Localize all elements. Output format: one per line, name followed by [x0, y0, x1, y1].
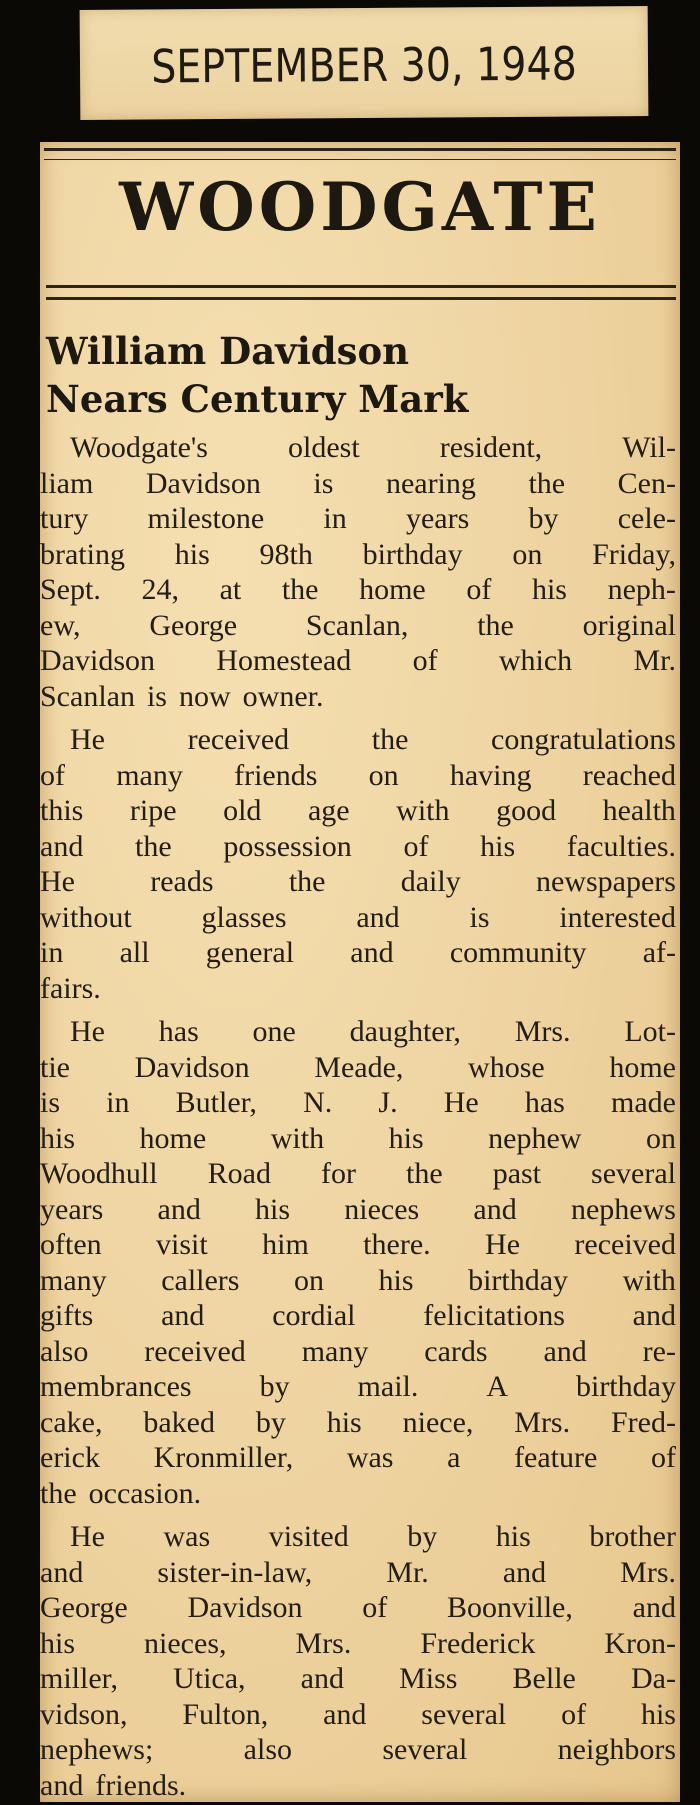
top-rule: [44, 148, 676, 160]
article-line: miller, Utica, and Miss Belle Da-: [40, 1662, 676, 1695]
article-line: ew, George Scanlan, the original: [40, 608, 676, 642]
article-line: tury milestone in years by cele-: [40, 502, 676, 535]
article-line: erick Kronmiller, was a feature of: [40, 1441, 676, 1474]
date-clipping: [80, 6, 649, 120]
article-line: the occasion.: [40, 1476, 202, 1510]
article-line: He has one daughter, Mrs. Lot-: [70, 1015, 676, 1048]
article-line: gifts and cordial felicitations and: [40, 1299, 676, 1332]
article-line: and sister-in-law, Mr. and Mrs.: [40, 1555, 676, 1589]
article-line: tie Davidson Meade, whose home: [40, 1050, 676, 1084]
article-paragraph: [40, 1014, 680, 1511]
article-line: Scanlan is now owner.: [40, 679, 324, 713]
article-line: nephews; also several neighbors: [40, 1733, 676, 1766]
article-line: also received many cards and re-: [40, 1334, 676, 1368]
article-line: vidson, Fulton, and several of his: [40, 1697, 676, 1731]
article-line: his nieces, Mrs. Frederick Kron-: [40, 1626, 676, 1660]
article-paragraph: [40, 1519, 680, 1802]
article-headline: [46, 327, 666, 423]
publication-date: SEPTEMBER 30, 1948: [151, 36, 578, 94]
article-line: and the possession of his faculties.: [40, 829, 676, 863]
article-line: He received the congratulations: [70, 723, 676, 756]
article-line: Woodhull Road for the past several: [40, 1157, 676, 1190]
article-line: in all general and community af-: [40, 936, 676, 969]
article-line: Woodgate's oldest resident, Wil-: [70, 431, 676, 464]
article-line: his home with his nephew on: [40, 1121, 676, 1155]
article-line: Davidson Homestead of which Mr.: [40, 644, 676, 677]
article-line: this ripe old age with good health: [40, 794, 676, 827]
newspaper-clipping: [40, 142, 680, 1802]
masthead-rule: [46, 285, 676, 300]
article-line: liam Davidson is nearing the Cen-: [40, 466, 676, 500]
article-line: many callers on his birthday with: [40, 1263, 676, 1297]
article-line: He reads the daily newspapers: [40, 865, 676, 898]
article-paragraph: [40, 430, 680, 714]
article-line: cake, baked by his niece, Mrs. Fred-: [40, 1405, 676, 1439]
article-line: brating his 98th birthday on Friday,: [40, 537, 676, 571]
article-line: fairs.: [40, 971, 101, 1005]
article-line: without glasses and is interested: [40, 900, 676, 934]
article-line: membrances by mail. A birthday: [40, 1370, 676, 1403]
article-line: often visit him there. He received: [40, 1228, 676, 1261]
article-line: George Davidson of Boonville, and: [40, 1591, 676, 1624]
article-line: of many friends on having reached: [40, 758, 676, 792]
headline-line: William Davidson: [46, 329, 410, 373]
article-line: He was visited by his brother: [70, 1520, 676, 1553]
headline-line: Nears Century Mark: [46, 377, 469, 421]
article-body: [40, 430, 680, 1802]
article-paragraph: [40, 722, 680, 1006]
article-line: and friends.: [40, 1768, 187, 1802]
column-masthead: WOODGATE: [119, 168, 601, 246]
article-line: is in Butler, N. J. He has made: [40, 1086, 676, 1119]
article-line: years and his nieces and nephews: [40, 1192, 676, 1226]
article-line: Sept. 24, at the home of his neph-: [40, 573, 676, 606]
